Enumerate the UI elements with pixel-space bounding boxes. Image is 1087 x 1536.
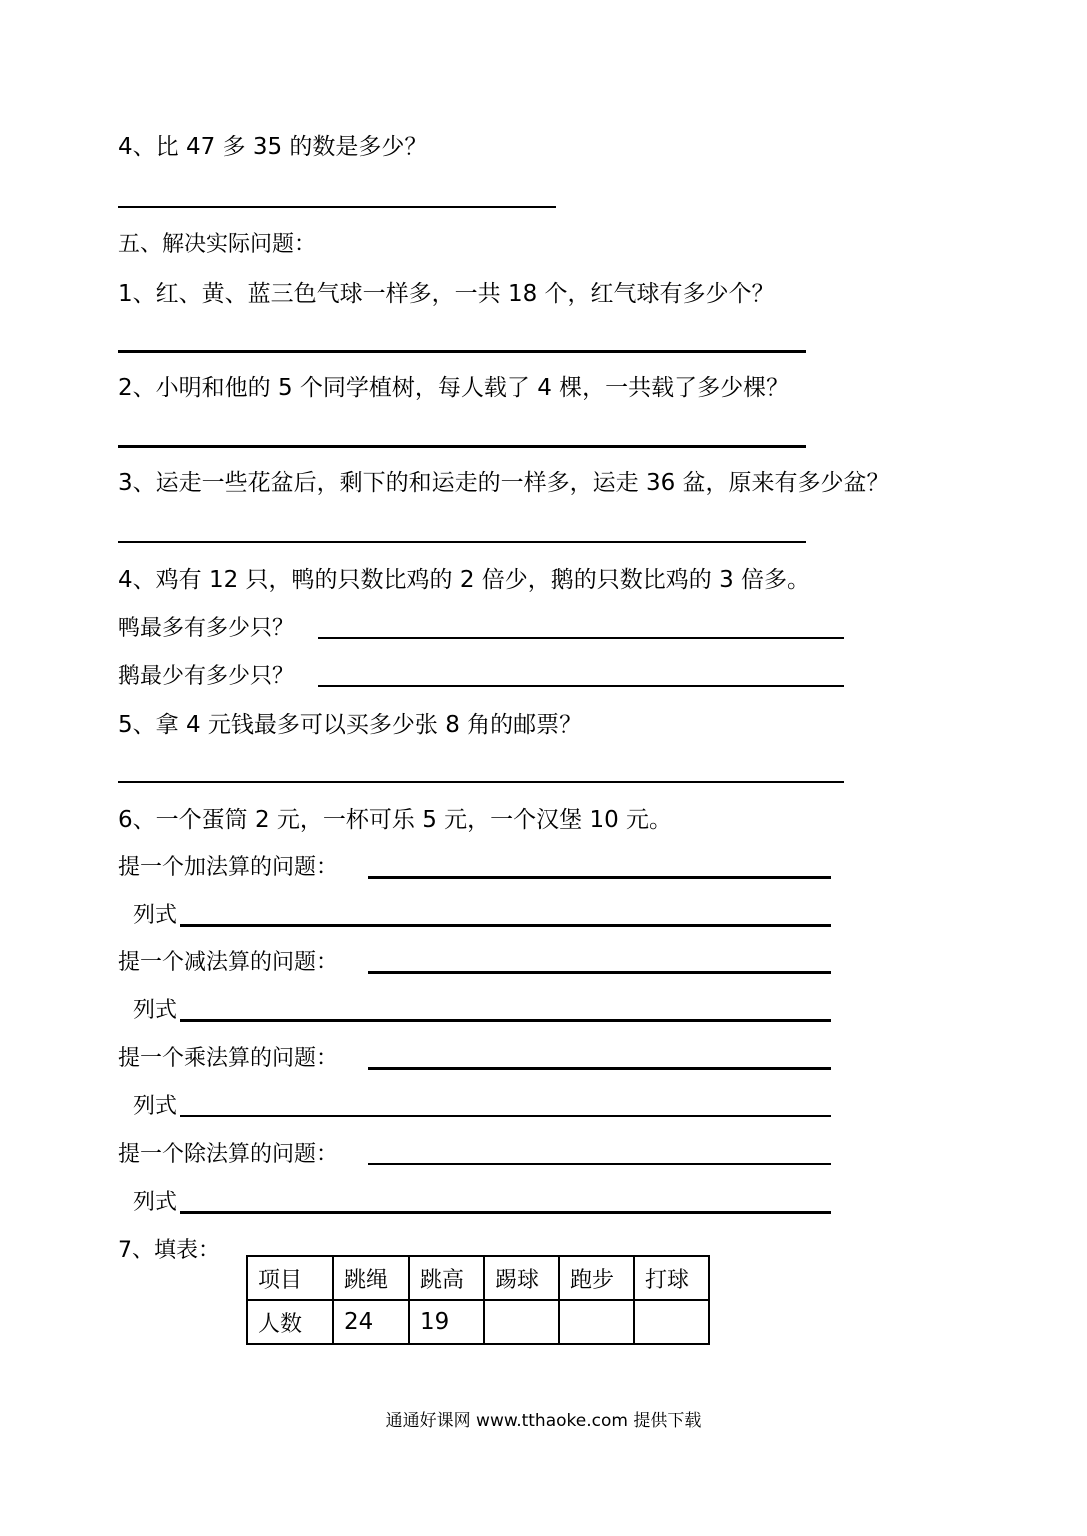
answer-line[interactable]: [368, 971, 831, 974]
formula-label: 列式: [133, 998, 178, 1023]
formula-line[interactable]: [180, 1115, 831, 1117]
division-prompt: 提一个除法算的问题：: [118, 1142, 339, 1167]
table-cell: 踢球: [484, 1256, 559, 1300]
question-4-text: 4、比 47 多 35 的数是多少？: [118, 134, 428, 160]
table-cell[interactable]: 19: [409, 1300, 484, 1344]
problem-5-text: 5、拿 4 元钱最多可以买多少张 8 角的邮票？: [118, 712, 583, 738]
table-row: [247, 1300, 709, 1344]
table-cell[interactable]: [634, 1300, 709, 1344]
problem-3-text: 3、运走一些花盆后，剩下的和运走的一样多，运走 36 盆，原来有多少盆？: [118, 470, 890, 496]
problem-1-text: 1、红、黄、蓝三色气球一样多，一共 18 个，红气球有多少个？: [118, 281, 775, 307]
formula-label: 列式: [133, 1190, 178, 1215]
table-cell: 人数: [247, 1300, 333, 1344]
table-cell: 项目: [247, 1256, 333, 1300]
table-cell: 跳绳: [333, 1256, 409, 1300]
table-cell: 打球: [634, 1256, 709, 1300]
formula-label: 列式: [133, 1094, 178, 1119]
answer-line[interactable]: [318, 685, 844, 687]
problem-7-text: 7、填表：: [118, 1238, 220, 1263]
table-cell: 跑步: [559, 1256, 634, 1300]
formula-line[interactable]: [180, 924, 831, 927]
formula-label: 列式: [133, 903, 178, 928]
answer-line[interactable]: [118, 541, 806, 543]
answer-line[interactable]: [118, 350, 806, 353]
problem-2-text: 2、小明和他的 5 个同学植树，每人载了 4 棵，一共载了多少棵？: [118, 375, 790, 401]
answer-line[interactable]: [368, 1067, 831, 1070]
multiplication-prompt: 提一个乘法算的问题：: [118, 1046, 339, 1071]
table-cell[interactable]: [484, 1300, 559, 1344]
formula-line[interactable]: [180, 1019, 831, 1022]
formula-line[interactable]: [180, 1211, 831, 1214]
problem-4-text: 4、鸡有 12 只，鸭的只数比鸡的 2 倍少，鹅的只数比鸡的 3 倍多。: [118, 567, 811, 593]
table-cell[interactable]: 24: [333, 1300, 409, 1344]
table-cell[interactable]: [559, 1300, 634, 1344]
answer-line[interactable]: [118, 206, 556, 208]
duck-question-label: 鸭最多有多少只？: [118, 616, 295, 641]
table-header-row: [247, 1256, 709, 1300]
goose-question-label: 鹅最少有多少只？: [118, 664, 295, 689]
problem-6-text: 6、一个蛋筒 2 元，一杯可乐 5 元，一个汉堡 10 元。: [118, 807, 673, 833]
fill-table: [246, 1255, 710, 1345]
subtraction-prompt: 提一个减法算的问题：: [118, 950, 339, 975]
answer-line[interactable]: [318, 637, 844, 639]
addition-prompt: 提一个加法算的问题：: [118, 855, 339, 880]
answer-line[interactable]: [368, 876, 831, 879]
section-title: 五、解决实际问题：: [118, 232, 317, 257]
answer-line[interactable]: [118, 445, 806, 448]
table-cell: 跳高: [409, 1256, 484, 1300]
footer-text: 通通好课网 www.tthaoke.com 提供下载: [385, 1411, 702, 1431]
answer-line[interactable]: [118, 781, 844, 783]
answer-line[interactable]: [368, 1163, 831, 1165]
